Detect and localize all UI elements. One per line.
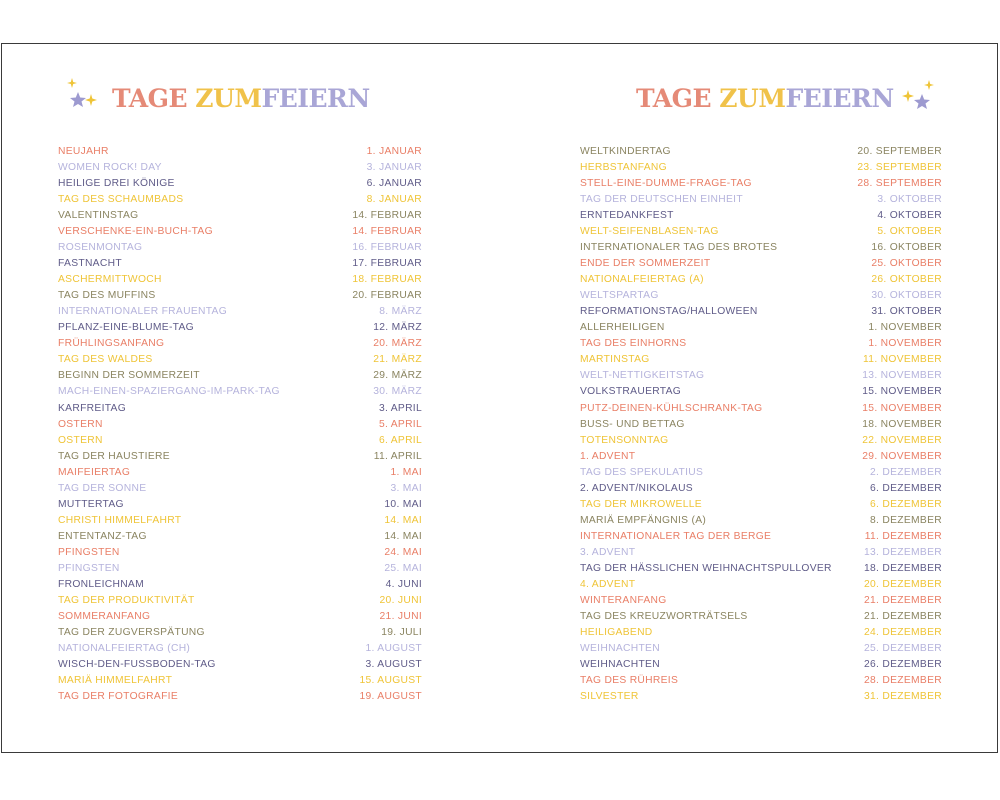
holiday-name: TAG DER ZUGVERSPÄTUNG — [58, 626, 205, 638]
holiday-date: 4. JUNI — [385, 578, 422, 590]
holiday-name: ALLERHEILIGEN — [580, 322, 665, 334]
holiday-name: REFORMATIONSTAG/HALLOWEEN — [580, 306, 758, 318]
holiday-date: 21. DEZEMBER — [864, 594, 942, 606]
left-page — [2, 44, 500, 752]
holiday-name: HEILIGE DREI KÖNIGE — [58, 178, 175, 190]
holiday-name: PUTZ-DEINEN-KÜHLSCHRANK-TAG — [580, 402, 763, 414]
holiday-list — [58, 144, 422, 705]
holiday-name: WEIHNACHTEN — [580, 659, 660, 670]
list-item — [580, 593, 942, 609]
list-item — [580, 304, 942, 320]
holiday-name: STELL-EINE-DUMME-FRAGE-TAG — [580, 178, 752, 190]
holiday-date: 25. DEZEMBER — [864, 642, 942, 654]
holiday-name: CHRISTI HIMMELFAHRT — [58, 514, 182, 526]
holiday-date: 1. AUGUST — [365, 642, 422, 654]
holiday-name: MARIÄ EMPFÄNGNIS (A) — [580, 514, 707, 526]
holiday-name: TAG DES RÜHREIS — [580, 675, 679, 687]
holiday-name: SOMMERANFANG — [58, 610, 151, 622]
holiday-date: 3. OKTOBER — [877, 194, 942, 206]
holiday-name: FRÜHLINGSANFANG — [58, 338, 165, 350]
holiday-date: 12. MÄRZ — [373, 322, 422, 334]
holiday-date: 5. APRIL — [378, 418, 422, 430]
holiday-name: NATIONALFEIERTAG (CH) — [58, 642, 191, 654]
holiday-name: VERSCHENKE-EIN-BUCH-TAG — [58, 226, 213, 238]
list-item — [580, 673, 942, 689]
holiday-name: TAG DER SONNE — [58, 482, 147, 494]
holiday-date: 15. AUGUST — [359, 675, 422, 687]
holiday-name: FASTNACHT — [58, 258, 122, 270]
holiday-date: 15. NOVEMBER — [862, 386, 942, 398]
list-item — [580, 240, 942, 256]
list-item — [580, 609, 942, 625]
holiday-date: 28. DEZEMBER — [864, 675, 942, 687]
list-item — [58, 561, 422, 577]
holiday-name: 2. ADVENT/NIKOLAUS — [580, 482, 693, 494]
holiday-name: HERBSTANFANG — [580, 162, 667, 174]
holiday-name: WELTKINDERTAG — [580, 146, 671, 157]
holiday-date: 13. DEZEMBER — [864, 546, 942, 558]
holiday-name: OSTERN — [58, 434, 103, 446]
holiday-date: 22. NOVEMBER — [862, 434, 942, 446]
list-item — [58, 336, 422, 352]
list-item — [58, 401, 422, 417]
holiday-date: 1. MAI — [390, 466, 422, 478]
list-item — [580, 288, 942, 304]
title-word-3: FEIERN — [785, 84, 894, 113]
holiday-date: 6. JANUAR — [366, 178, 422, 190]
holiday-name: HEILIGABEND — [580, 626, 653, 638]
holiday-date: 31. OKTOBER — [871, 306, 942, 318]
holiday-date: 3. MAI — [390, 482, 422, 494]
holiday-name: TAG DES EINHORNS — [580, 338, 687, 350]
holiday-name: NATIONALFEIERTAG (A) — [580, 274, 704, 286]
book-spread — [1, 43, 998, 753]
list-item — [58, 176, 422, 192]
list-item — [580, 657, 942, 673]
list-item — [580, 513, 942, 529]
holiday-name: WOMEN ROCK! DAY — [58, 162, 162, 174]
holiday-name: TAG DER HAUSTIERE — [58, 450, 170, 462]
holiday-name: TAG DER DEUTSCHEN EINHEIT — [580, 194, 743, 206]
list-item — [58, 304, 422, 320]
holiday-name: WELT-SEIFENBLASEN-TAG — [580, 226, 719, 238]
holiday-date: 18. DEZEMBER — [864, 562, 942, 574]
holiday-name: PFINGSTEN — [58, 562, 120, 574]
holiday-date: 6. DEZEMBER — [870, 498, 942, 510]
holiday-name: ASCHERMITTWOCH — [58, 274, 162, 286]
holiday-name: TAG DES KREUZWORTRÄTSELS — [580, 610, 748, 622]
holiday-date: 25. OKTOBER — [871, 258, 942, 270]
holiday-name: FRONLEICHNAM — [58, 578, 144, 590]
holiday-date: 19. AUGUST — [359, 691, 422, 703]
holiday-date: 14. MAI — [384, 530, 422, 542]
holiday-date: 20. DEZEMBER — [864, 578, 942, 590]
list-item — [58, 449, 422, 465]
holiday-date: 21. JUNI — [379, 610, 422, 622]
title-word-1: TAGE — [636, 84, 712, 113]
holiday-date: 20. FEBRUAR — [352, 290, 422, 302]
list-item — [58, 673, 422, 689]
right-page — [500, 44, 998, 752]
holiday-date: 10. MAI — [384, 498, 422, 510]
holiday-name: VOLKSTRAUERTAG — [580, 386, 682, 398]
holiday-name: MAIFEIERTAG — [58, 466, 131, 478]
holiday-date: 26. DEZEMBER — [864, 659, 942, 670]
list-item — [58, 497, 422, 513]
page-title — [636, 84, 894, 113]
list-item — [58, 368, 422, 384]
title-word-1: TAGE — [112, 84, 188, 113]
list-item — [580, 529, 942, 545]
holiday-date: 15. NOVEMBER — [862, 402, 942, 414]
holiday-name: INTERNATIONALER FRAUENTAG — [58, 306, 228, 318]
holiday-name: TAG DES WALDES — [58, 354, 153, 366]
list-item — [580, 336, 942, 352]
holiday-date: 20. SEPTEMBER — [857, 146, 942, 157]
holiday-name: WELTSPARTAG — [580, 290, 659, 302]
list-item — [58, 288, 422, 304]
list-item — [58, 689, 422, 705]
list-item — [58, 481, 422, 497]
holiday-name: TAG DER FOTOGRAFIE — [58, 691, 179, 703]
list-item — [580, 192, 942, 208]
holiday-name: NEUJAHR — [58, 146, 109, 157]
holiday-date: 30. MÄRZ — [373, 386, 422, 398]
holiday-date: 31. DEZEMBER — [864, 691, 942, 703]
holiday-date: 21. MÄRZ — [373, 354, 422, 366]
holiday-name: KARFREITAG — [58, 402, 127, 414]
holiday-date: 1. NOVEMBER — [868, 338, 942, 350]
list-item — [580, 465, 942, 481]
holiday-name: BUSS- UND BETTAG — [580, 418, 685, 430]
list-item — [58, 657, 422, 673]
holiday-date: 24. DEZEMBER — [864, 626, 942, 638]
list-item — [58, 384, 422, 400]
list-item — [58, 593, 422, 609]
list-item — [58, 529, 422, 545]
list-item — [58, 224, 422, 240]
holiday-name: 3. ADVENT — [580, 546, 636, 558]
holiday-name: WISCH-DEN-FUSSBODEN-TAG — [58, 659, 216, 670]
holiday-date: 20. JUNI — [379, 594, 422, 606]
list-item — [58, 513, 422, 529]
holiday-name: TAG DES SCHAUMBADS — [58, 194, 184, 206]
holiday-name: ROSENMONTAG — [58, 242, 143, 254]
holiday-date: 11. DEZEMBER — [864, 530, 942, 542]
holiday-date: 14. MAI — [384, 514, 422, 526]
sparkle-stars-icon — [898, 76, 938, 116]
list-item — [580, 561, 942, 577]
list-item — [58, 208, 422, 224]
list-item — [580, 144, 942, 160]
holiday-date: 3. AUGUST — [365, 659, 422, 670]
holiday-date: 8. DEZEMBER — [870, 514, 942, 526]
list-item — [580, 256, 942, 272]
holiday-name: PFLANZ-EINE-BLUME-TAG — [58, 322, 194, 334]
holiday-date: 3. APRIL — [378, 402, 422, 414]
holiday-name: 1. ADVENT — [580, 450, 636, 462]
holiday-name: MARIÄ HIMMELFAHRT — [58, 675, 173, 687]
holiday-date: 21. DEZEMBER — [864, 610, 942, 622]
holiday-date: 14. FEBRUAR — [352, 210, 422, 222]
list-item — [58, 641, 422, 657]
holiday-name: VALENTINSTAG — [58, 210, 139, 222]
holiday-date: 20. MÄRZ — [373, 338, 422, 350]
holiday-date: 3. JANUAR — [366, 162, 422, 174]
holiday-name: TOTENSONNTAG — [580, 434, 669, 446]
holiday-date: 18. NOVEMBER — [862, 418, 942, 430]
holiday-date: 28. SEPTEMBER — [857, 178, 942, 190]
list-item — [58, 625, 422, 641]
holiday-date: 6. DEZEMBER — [870, 482, 942, 494]
holiday-name: WELT-NETTIGKEITSTAG — [580, 370, 705, 382]
holiday-date: 29. NOVEMBER — [862, 450, 942, 462]
holiday-date: 29. MÄRZ — [373, 370, 422, 382]
title-word-3: FEIERN — [261, 84, 370, 113]
holiday-name: INTERNATIONALER TAG DER BERGE — [580, 530, 772, 542]
holiday-name: ENDE DER SOMMERZEIT — [580, 258, 711, 270]
holiday-name: TAG DER MIKROWELLE — [580, 498, 702, 510]
holiday-date: 13. NOVEMBER — [862, 370, 942, 382]
holiday-list — [580, 144, 942, 705]
holiday-name: OSTERN — [58, 418, 103, 430]
list-item — [58, 352, 422, 368]
list-item — [580, 208, 942, 224]
holiday-date: 24. MAI — [384, 546, 422, 558]
list-item — [580, 641, 942, 657]
holiday-date: 2. DEZEMBER — [870, 466, 942, 478]
holiday-name: TAG DES MUFFINS — [58, 290, 156, 302]
list-item — [580, 401, 942, 417]
holiday-name: ERNTEDANKFEST — [580, 210, 674, 222]
list-item — [580, 368, 942, 384]
list-item — [580, 160, 942, 176]
holiday-date: 8. JANUAR — [366, 194, 422, 206]
title-word-2: ZUM — [719, 84, 786, 113]
holiday-name: PFINGSTEN — [58, 546, 120, 558]
holiday-date: 1. NOVEMBER — [868, 322, 942, 334]
list-item — [580, 433, 942, 449]
holiday-date: 4. OKTOBER — [877, 210, 942, 222]
list-item — [580, 176, 942, 192]
holiday-name: MUTTERTAG — [58, 498, 124, 510]
holiday-date: 11. APRIL — [373, 450, 422, 462]
list-item — [580, 545, 942, 561]
holiday-date: 5. OKTOBER — [877, 226, 942, 238]
holiday-date: 19. JULI — [381, 626, 422, 638]
list-item — [580, 384, 942, 400]
list-item — [58, 465, 422, 481]
sparkle-stars-icon — [64, 76, 104, 116]
holiday-date: 16. FEBRUAR — [352, 242, 422, 254]
holiday-name: TAG DES SPEKULATIUS — [580, 466, 704, 478]
holiday-date: 18. FEBRUAR — [352, 274, 422, 286]
holiday-date: 26. OKTOBER — [871, 274, 942, 286]
list-item — [58, 577, 422, 593]
holiday-name: TAG DER HÄSSLICHEN WEIHNACHTSPULLOVER — [580, 562, 832, 574]
list-item — [58, 256, 422, 272]
holiday-date: 23. SEPTEMBER — [857, 162, 942, 174]
holiday-name: TAG DER PRODUKTIVITÄT — [58, 594, 195, 606]
list-item — [580, 577, 942, 593]
holiday-name: BEGINN DER SOMMERZEIT — [58, 370, 200, 382]
holiday-date: 14. FEBRUAR — [352, 226, 422, 238]
holiday-name: 4. ADVENT — [580, 578, 636, 590]
list-item — [58, 192, 422, 208]
list-item — [580, 497, 942, 513]
list-item — [58, 272, 422, 288]
list-item — [58, 545, 422, 561]
holiday-date: 11. NOVEMBER — [863, 354, 942, 366]
holiday-date: 25. MAI — [384, 562, 422, 574]
list-item — [58, 320, 422, 336]
holiday-name: WINTERANFANG — [580, 594, 667, 606]
holiday-date: 6. APRIL — [378, 434, 422, 446]
list-item — [58, 417, 422, 433]
holiday-name: SILVESTER — [580, 691, 639, 703]
list-item — [58, 609, 422, 625]
page-title — [112, 84, 370, 113]
list-item — [580, 417, 942, 433]
list-item — [580, 272, 942, 288]
list-item — [580, 449, 942, 465]
holiday-date: 1. JANUAR — [366, 146, 422, 157]
holiday-date: 17. FEBRUAR — [352, 258, 422, 270]
list-item — [580, 320, 942, 336]
list-item — [58, 144, 422, 160]
holiday-name: MACH-EINEN-SPAZIERGANG-IM-PARK-TAG — [58, 386, 280, 398]
list-item — [580, 224, 942, 240]
list-item — [580, 481, 942, 497]
list-item — [580, 352, 942, 368]
title-word-2: ZUM — [195, 84, 262, 113]
holiday-name: MARTINSTAG — [580, 354, 650, 366]
holiday-name: INTERNATIONALER TAG DES BROTES — [580, 242, 778, 254]
holiday-date: 30. OKTOBER — [871, 290, 942, 302]
holiday-name: WEIHNACHTEN — [580, 642, 660, 654]
list-item — [580, 689, 942, 705]
holiday-name: ENTENTANZ-TAG — [58, 530, 147, 542]
list-item — [58, 160, 422, 176]
list-item — [580, 625, 942, 641]
list-item — [58, 240, 422, 256]
list-item — [58, 433, 422, 449]
holiday-date: 8. MÄRZ — [379, 306, 422, 318]
holiday-date: 16. OKTOBER — [871, 242, 942, 254]
